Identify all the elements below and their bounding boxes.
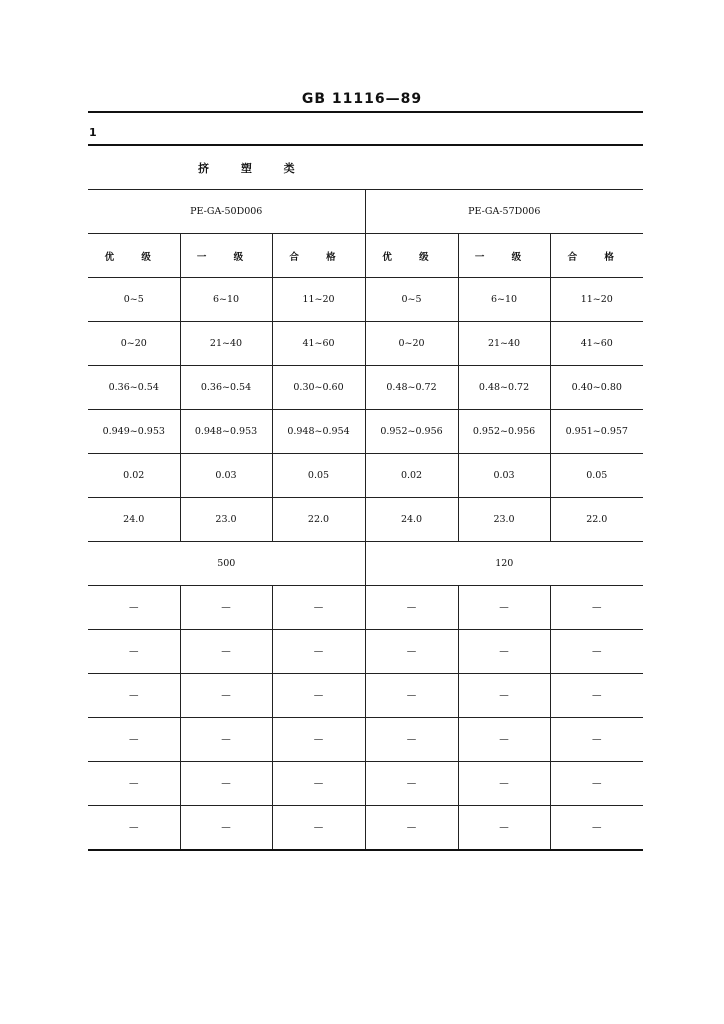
table-cell: 0.949~0.953	[88, 410, 180, 454]
table-cell: 6~10	[180, 278, 272, 322]
material-header-row	[88, 190, 643, 234]
table-cell: 0.05	[550, 454, 643, 498]
dash-cell: —	[458, 806, 550, 851]
table-cell: 11~20	[272, 278, 365, 322]
table-row	[88, 630, 643, 674]
dash-cell: —	[550, 586, 643, 630]
table-row	[88, 278, 643, 322]
dash-cell: —	[272, 630, 365, 674]
grade-header-row	[88, 234, 643, 278]
table-row	[88, 586, 643, 630]
table-cell: 0.36~0.54	[180, 366, 272, 410]
table-cell: 11~20	[550, 278, 643, 322]
table-row	[88, 762, 643, 806]
dash-cell: —	[180, 674, 272, 718]
standard-number: GB 11116—89	[301, 91, 423, 107]
dash-cell: —	[458, 630, 550, 674]
grade-label: 合 格	[550, 234, 643, 278]
dash-cell: —	[365, 806, 458, 851]
table-cell: 0.40~0.80	[550, 366, 643, 410]
table-cell: 0.05	[272, 454, 365, 498]
table-cell: 21~40	[458, 322, 550, 366]
table-label: 1	[89, 126, 97, 139]
dash-cell: —	[550, 630, 643, 674]
table-cell: 0.948~0.954	[272, 410, 365, 454]
category-title: 挤 塑 类	[198, 162, 309, 175]
dash-cell: —	[272, 674, 365, 718]
table-cell: 0.948~0.953	[180, 410, 272, 454]
table-cell: 23.0	[180, 498, 272, 542]
table-row	[88, 366, 643, 410]
dash-cell: —	[88, 674, 180, 718]
table-cell: 21~40	[180, 322, 272, 366]
dash-cell: —	[458, 762, 550, 806]
table-cell: 0.952~0.956	[365, 410, 458, 454]
table-cell: 22.0	[550, 498, 643, 542]
dash-cell: —	[88, 806, 180, 851]
dash-cell: —	[550, 718, 643, 762]
dash-cell: —	[180, 630, 272, 674]
dash-cell: —	[180, 586, 272, 630]
grades-table	[88, 189, 643, 851]
table-cell: 24.0	[365, 498, 458, 542]
table-cell: 0~5	[365, 278, 458, 322]
material-name: PE-GA-57D006	[365, 190, 643, 234]
table-cell: 0.36~0.54	[88, 366, 180, 410]
table-cell: 0.03	[458, 454, 550, 498]
table-cell: 0.02	[88, 454, 180, 498]
dash-cell: —	[180, 762, 272, 806]
grade-label: 一 级	[180, 234, 272, 278]
table-cell: 0.952~0.956	[458, 410, 550, 454]
dash-cell: —	[272, 586, 365, 630]
merged-cell: 500	[88, 542, 365, 586]
table-row	[88, 322, 643, 366]
dash-cell: —	[272, 718, 365, 762]
table-cell: 22.0	[272, 498, 365, 542]
table-cell: 0~20	[88, 322, 180, 366]
dash-cell: —	[365, 718, 458, 762]
dash-cell: —	[272, 806, 365, 851]
dash-cell: —	[550, 762, 643, 806]
table-row	[88, 410, 643, 454]
table-cell: 0.951~0.957	[550, 410, 643, 454]
dash-cell: —	[272, 762, 365, 806]
dash-cell: —	[180, 718, 272, 762]
merged-value-row	[88, 542, 643, 586]
table-row	[88, 806, 643, 851]
dash-cell: —	[550, 806, 643, 851]
table-row	[88, 454, 643, 498]
table-row	[88, 674, 643, 718]
dash-cell: —	[88, 718, 180, 762]
grade-label: 合 格	[272, 234, 365, 278]
dash-cell: —	[550, 674, 643, 718]
grade-label: 优 级	[365, 234, 458, 278]
table-row	[88, 718, 643, 762]
table-cell: 41~60	[550, 322, 643, 366]
table-row	[88, 498, 643, 542]
table-cell: 23.0	[458, 498, 550, 542]
table-cell: 0~5	[88, 278, 180, 322]
dash-cell: —	[365, 630, 458, 674]
header-rule	[88, 111, 643, 113]
grade-label: 一 级	[458, 234, 550, 278]
dash-cell: —	[88, 630, 180, 674]
table-cell: 41~60	[272, 322, 365, 366]
table-cell: 0.03	[180, 454, 272, 498]
dash-cell: —	[458, 674, 550, 718]
merged-cell: 120	[365, 542, 643, 586]
dash-cell: —	[88, 586, 180, 630]
dash-cell: —	[180, 806, 272, 851]
material-name: PE-GA-50D006	[88, 190, 365, 234]
dash-cell: —	[458, 718, 550, 762]
table-cell: 0~20	[365, 322, 458, 366]
table-cell: 24.0	[88, 498, 180, 542]
dash-cell: —	[88, 762, 180, 806]
table-cell: 6~10	[458, 278, 550, 322]
table-cell: 0.30~0.60	[272, 366, 365, 410]
dash-cell: —	[365, 586, 458, 630]
grade-label: 优 级	[88, 234, 180, 278]
dash-cell: —	[458, 586, 550, 630]
table-cell: 0.48~0.72	[458, 366, 550, 410]
dash-cell: —	[365, 762, 458, 806]
table-cell: 0.48~0.72	[365, 366, 458, 410]
table-top-rule	[88, 144, 643, 146]
dash-cell: —	[365, 674, 458, 718]
table-cell: 0.02	[365, 454, 458, 498]
